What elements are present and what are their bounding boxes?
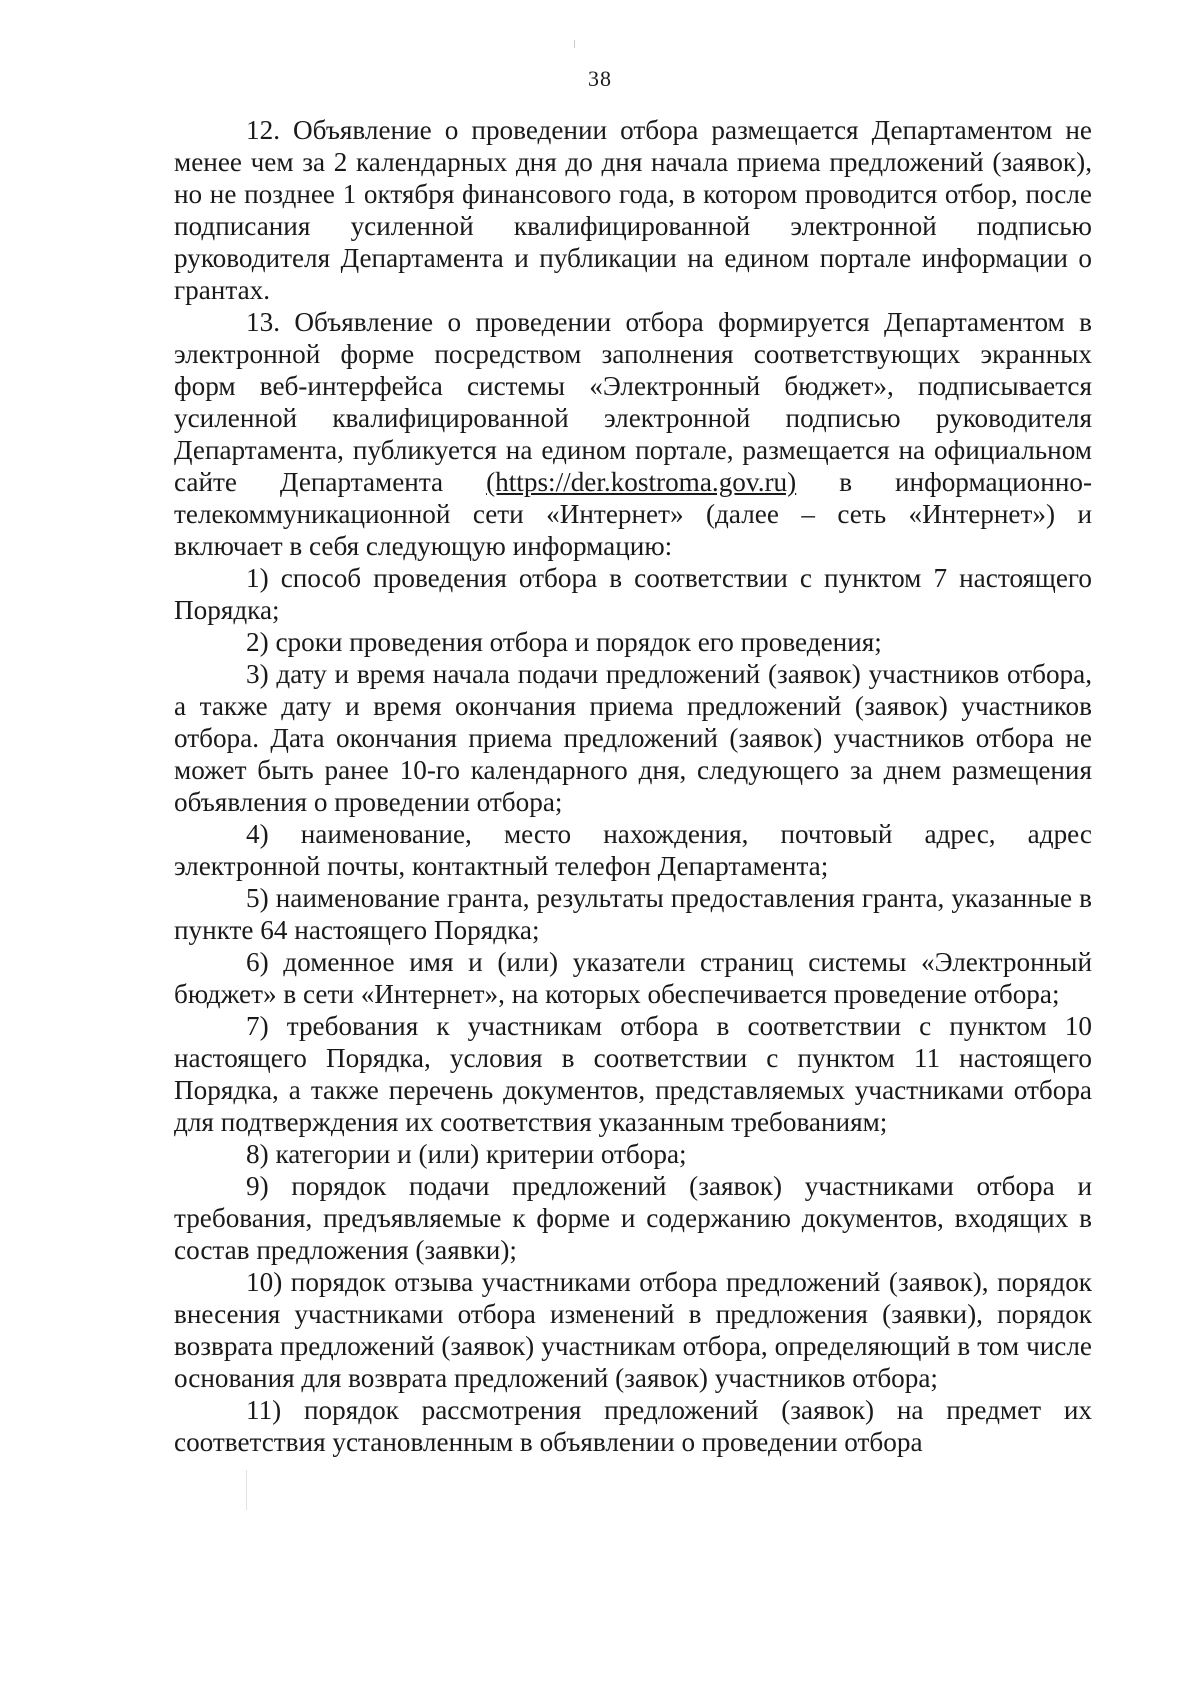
list-item-11: 11) порядок рассмотрения предложений (заявок) на предмет их соответствия установленным в объявлении о проведении отбора [174, 1395, 1092, 1457]
list-item-7: 7) требования к участникам отбора в соответствии с пунктом 10 настоящего Порядка, условия в соответствии с пунктом 11 настоящего Порядка, а также перечень документов, представляемых участниками отбора для подтверждения их соответствия указанным требованиям; [174, 1011, 1092, 1137]
list-item-9: 9) порядок подачи предложений (заявок) участниками отбора и требования, предъявляемые к форме и содержанию документов, входящих в состав предложения (заявки); [174, 1171, 1092, 1265]
paragraph-13-text-continued: в информационно-телекоммуникационной сети «Интернет» (далее – сеть «Интернет») и включает в себя следующую информацию: [174, 467, 1093, 561]
list-item-4: 4) наименование, место нахождения, почтовый адрес, адрес электронной почты, контактный телефон Департамента; [174, 819, 1092, 881]
paragraph-13 [174, 306, 1092, 562]
page-number: 38 [588, 66, 612, 91]
list-item-8: 8) категории и (или) критерии отбора; [246, 1139, 687, 1169]
scan-artifact [246, 1470, 247, 1510]
list-item-10: 10) порядок отзыва участниками отбора предложений (заявок), порядок внесения участниками отбора изменений в предложения (заявки), порядок возврата предложений (заявок) участникам отбора, определяющий в том числе основания для возврата предложений (заявок) участников отбора; [174, 1267, 1092, 1393]
department-website-link[interactable]: (https://der.kostroma.gov.ru) [486, 467, 797, 497]
list-item-5: 5) наименование гранта, результаты предоставления гранта, указанные в пункте 64 настоящего Порядка; [174, 883, 1092, 945]
paragraph-12: 12. Объявление о проведении отбора размещается Департаментом не менее чем за 2 календарных дня до дня начала приема предложений (заявок), но не позднее 1 октября финансового года, в котором проводится отбор, после подписания усиленной квалифицированной электронной подписью руководителя Департамента и публикации на едином портале информации о грантах. [174, 115, 1092, 305]
paragraph-13-text: 13. Объявление о проведении отбора формируется Департаментом в электронной форме посредством заполнения соответствующих экранных форм веб-интерфейса системы «Электронный бюджет», подписывается усиленной квалифицированной электронной подписью руководителя Департамента, публикуется на едином портале, размещается на официальном сайте Департамента [174, 307, 1092, 497]
scan-artifact [574, 40, 575, 48]
list-item-2: 2) сроки проведения отбора и порядок его проведения; [246, 627, 882, 657]
document-body [174, 114, 1092, 1458]
list-item-6: 6) доменное имя и (или) указатели страниц системы «Электронный бюджет» в сети «Интернет», на которых обеспечивается проведение отбора; [174, 947, 1092, 1009]
list-item-3: 3) дату и время начала подачи предложений (заявок) участников отбора, а также дату и время окончания приема предложений (заявок) участников отбора. Дата окончания приема предложений (заявок) участников отбора не может быть ранее 10-го календарного дня, следующего за днем размещения объявления о проведении отбора; [174, 659, 1092, 817]
list-item-1: 1) способ проведения отбора в соответствии с пунктом 7 настоящего Порядка; [174, 563, 1092, 625]
